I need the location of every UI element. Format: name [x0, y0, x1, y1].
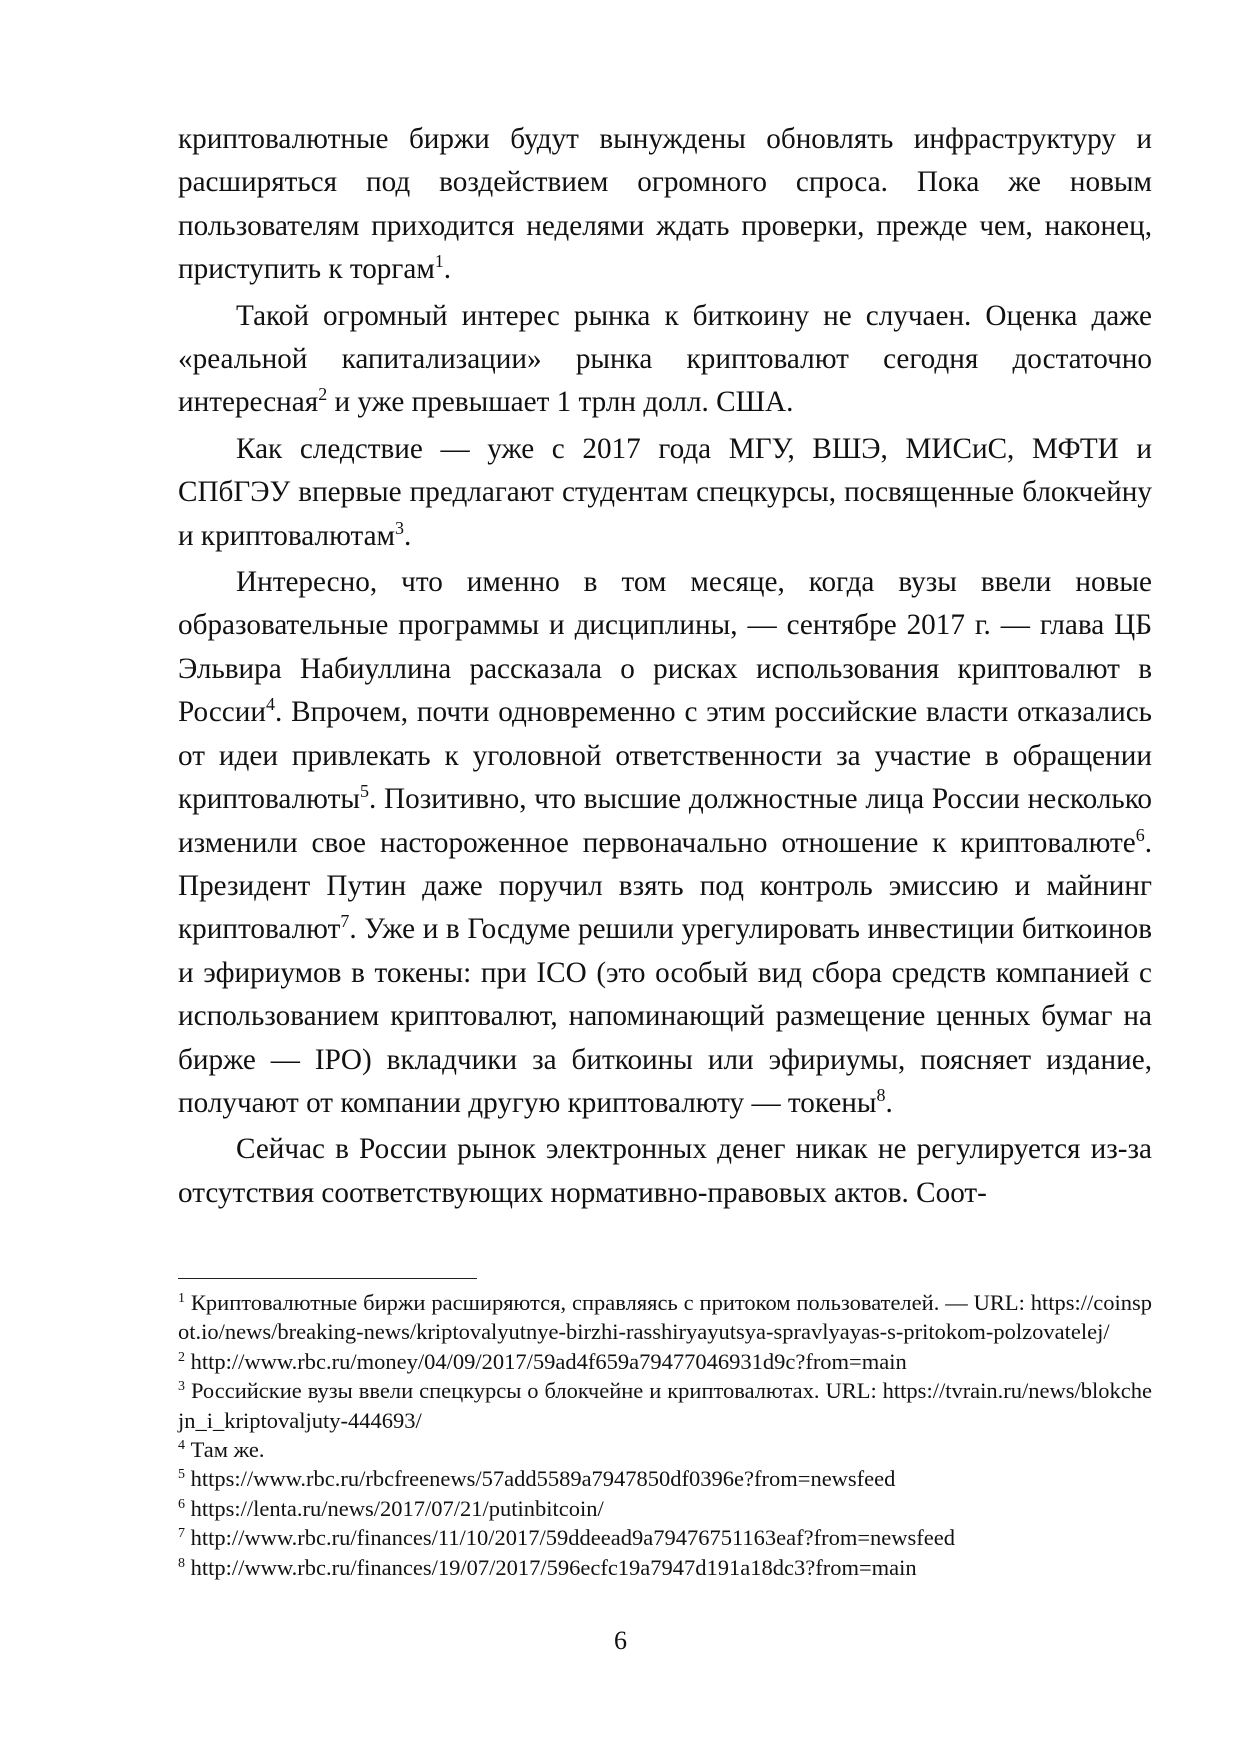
paragraph-text: криптовалютные биржи будут вынуждены обновлять инфраструктуру и расширяться под воздействием огромного спроса. Пока же новым пользователям приходится неделями ждать проверки, прежде чем, наконец, приступить к торгам: [178, 123, 1152, 286]
footnote-number: 1: [178, 1291, 185, 1306]
paragraph-text: . Уже и в Госдуме решили урегулировать инвестиции биткоинов и эфириумов в токены: при ICO (это особый вид сбора средств компанией с использованием криптовалют, напоминающий размещение ценных бумаг на бирже — IPO) вкладчики за биткоины или эфириумы, поясняет издание, получают от компании другую криптовалюту — токены: [178, 913, 1152, 1119]
paragraph-tail: .: [443, 253, 452, 286]
paragraph-text: . Позитивно, что высшие должностные лица России несколько изменили свое настороженное первоначально отношение к криптовалюте: [178, 783, 1152, 859]
footnote-link[interactable]: https://lenta.ru/news/2017/07/21/putinbitcoin/: [190, 1495, 604, 1521]
footnote-text[interactable]: Криптовалютные биржи расширяются, справляясь с притоком пользователей. — URL: https://coinspot.io/news/breaking-news/kriptovalyutnye-birzhi-rasshiryayutsya-spravlyayas-s-pritokom-polzovatelej/: [178, 1290, 1152, 1345]
paragraph-4: [178, 561, 1152, 1125]
footnotes: [178, 1288, 1152, 1582]
paragraph-text: Такой огромный интерес рынка к биткоину не случаен. Оценка даже «реальной капитализации» рынка криптовалют сегодня достаточно интересная: [178, 299, 1152, 419]
footnote-8: [178, 1553, 1152, 1582]
footnote-3: [178, 1376, 1152, 1435]
footnote-link[interactable]: http://www.rbc.ru/finances/11/10/2017/59ddeead9a79476751163eaf?from=newsfeed: [190, 1525, 955, 1551]
footnote-ref-5[interactable]: 5: [359, 781, 369, 802]
footnote-1: [178, 1288, 1152, 1347]
footnote-separator: [178, 1278, 477, 1279]
paragraph-text: . Президент Путин даже поручил взять под контроль эмиссию и майнинг криптовалют: [178, 826, 1152, 946]
footnote-6: [178, 1494, 1152, 1523]
footnote-5: [178, 1464, 1152, 1493]
footnote-text: Там же.: [190, 1437, 265, 1463]
paragraph-tail: .: [885, 1086, 893, 1119]
footnote-number: 4: [178, 1438, 185, 1454]
footnote-number: 7: [178, 1526, 185, 1542]
footnote-7: [178, 1523, 1152, 1552]
paragraph-5: [178, 1128, 1152, 1215]
paragraph-text: Интересно, что именно в том месяце, когда вузы ввели новые образовательные программы и дисциплины, — сентябре 2017 г. — глава ЦБ Эльвира Набиуллина рассказала о рисках использования криптовалют в России: [178, 566, 1152, 729]
paragraph-3: [178, 428, 1152, 558]
footnote-ref-2[interactable]: 2: [318, 384, 328, 405]
paragraph-tail: .: [404, 519, 412, 552]
page-number: 6: [614, 1626, 627, 1655]
paragraph-2: [178, 295, 1152, 425]
footnote-ref-4[interactable]: 4: [265, 694, 275, 715]
footnote-ref-3[interactable]: 3: [395, 517, 405, 538]
footnote-link[interactable]: https://www.rbc.ru/rbcfreenews/57add5589a7947850df0396e?from=newsfeed: [190, 1466, 896, 1492]
footnote-number: 8: [178, 1555, 185, 1571]
footnote-ref-7[interactable]: 7: [340, 911, 350, 932]
paragraph-text: Сейчас в России рынок электронных денег никак не регулируется из-за отсутствия соответствующих нормативно-правовых актов. Соот-: [178, 1133, 1152, 1209]
footnote-2: [178, 1347, 1152, 1376]
paragraph-1: [178, 118, 1152, 292]
footnote-number: 6: [178, 1496, 185, 1512]
footnote-number: 3: [178, 1379, 185, 1395]
paragraph-tail: и уже превышает 1 трлн долл. США.: [327, 386, 794, 419]
paragraph-text: . Впрочем, почти одновременно с этим российские власти отказались от идеи привлекать к уголовной ответственности за участие в обращении криптовалюты: [178, 696, 1152, 816]
footnote-ref-8[interactable]: 8: [876, 1084, 886, 1105]
page-body: [178, 118, 1152, 1218]
footnote-ref-6[interactable]: 6: [1135, 824, 1145, 845]
footnote-link[interactable]: http://www.rbc.ru/finances/19/07/2017/596ecfc19a7947d191a18dc3?from=main: [190, 1554, 917, 1580]
footnote-number: 5: [178, 1467, 185, 1483]
footnote-4: [178, 1435, 1152, 1464]
footnote-ref-1[interactable]: 1: [434, 251, 444, 272]
footnote-number: 2: [178, 1349, 185, 1365]
paragraph-text: Как следствие — уже с 2017 года МГУ, ВШЭ, МИСиС, МФТИ и СПбГЭУ впервые предлагают студентам спецкурсы, посвященные блокчейну и криптовалютам: [178, 432, 1152, 552]
footnote-link[interactable]: http://www.rbc.ru/money/04/09/2017/59ad4f659a79477046931d9c?from=main: [190, 1348, 907, 1374]
footnote-text[interactable]: Российские вузы ввели спецкурсы о блокчейне и криптовалютах. URL: https://tvrain.ru/news/blokchejn_i_kriptovaljuty-444693/: [178, 1378, 1153, 1433]
